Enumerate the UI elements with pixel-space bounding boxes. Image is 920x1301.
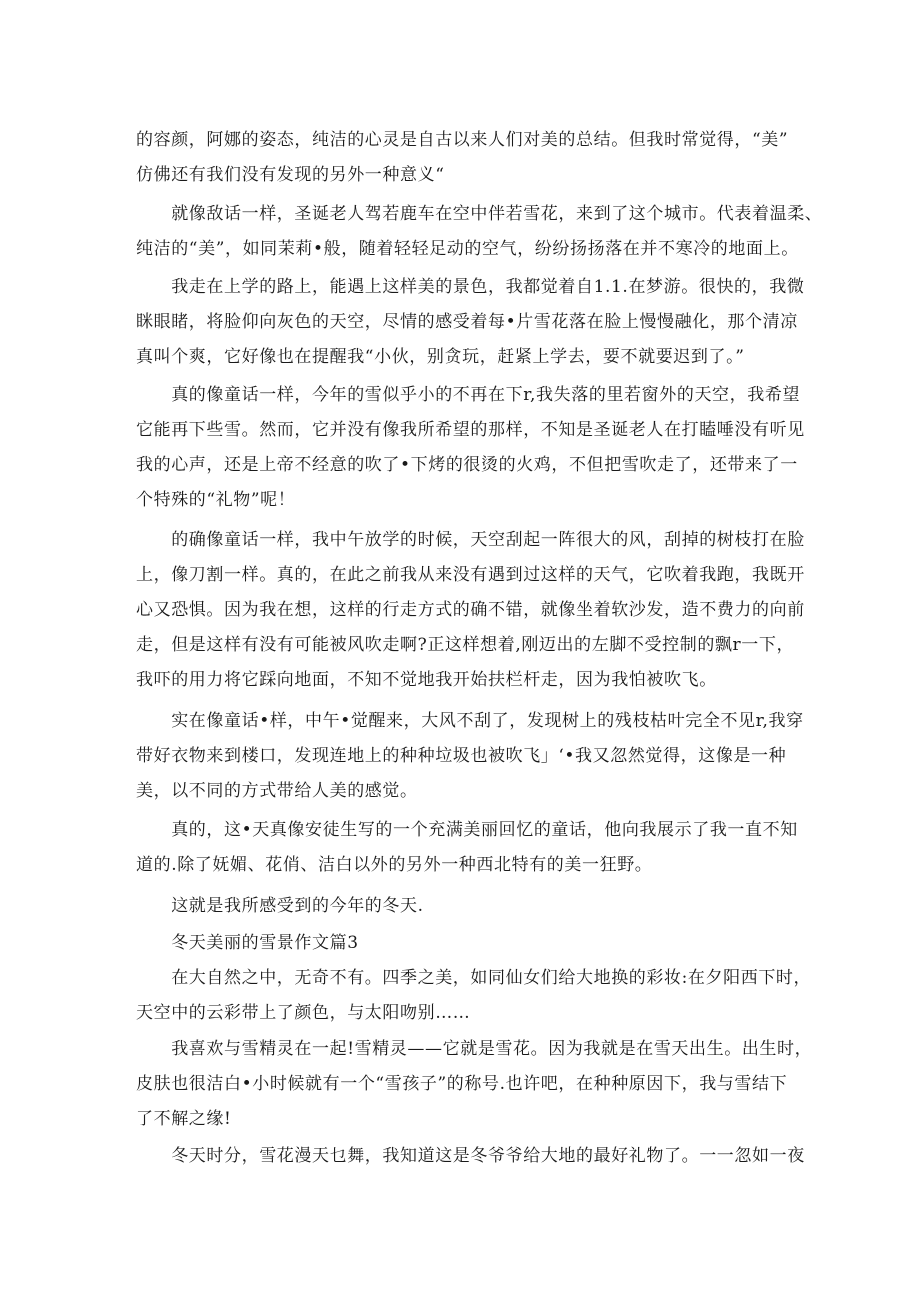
- text-line: 我的心声，还是上帝不经意的吹了•下烤的很烫的火鸡，不但把雪吹走了，还带来了一: [136, 455, 798, 475]
- paragraph-1: [136, 123, 789, 193]
- paragraph-3: [136, 270, 805, 375]
- text-line: 天空中的云彩带上了颜色，与太阳吻别……: [136, 1003, 471, 1023]
- text-line: 它能再下些雪。然而，它并没有像我所希望的那样，不知是圣诞老人在打瞌唾没有听见: [136, 420, 805, 440]
- paragraph-5: [136, 523, 805, 698]
- text-line: 真叫个爽，它好像也在提醒我“小伙，别贪玩，赶紧上学去，要不就要迟到了。”: [136, 347, 745, 367]
- text-line: 个特殊的“礼物”呢！: [136, 490, 296, 510]
- paragraph-2: [136, 197, 823, 267]
- text-line: 美，以不同的方式带给人美的感觉。: [136, 781, 418, 801]
- text-line: 就像敌话一样，圣诞老人驾若鹿车在空中伴若雪花，来到了这个城市。代表着温柔、: [136, 204, 823, 224]
- text-line: 心又恐惧。因为我在想，这样的行走方式的确不错，就像坐着软沙发，造不费力的向前: [136, 600, 805, 620]
- paragraph-11: [136, 1139, 805, 1174]
- paragraph-9: [136, 961, 812, 1031]
- text-line: 皮肤也很洁白•小时候就有一个“雪孩子”的称号.也许吧，在种种原因下，我与雪结下: [136, 1074, 788, 1094]
- text-line: 在大自然之中，无奇不有。四季之美，如同仙女们给大地换的彩妆:在夕阳西下时，: [136, 968, 812, 988]
- text-line: 道的.除了妩媚、花俏、洁白以外的另外一种西北特有的美一狂野。: [136, 855, 653, 875]
- paragraph-6: [136, 704, 804, 809]
- text-line: 仿佛还有我们没有发现的另外一种意义“: [136, 165, 445, 185]
- text-line: 走，但是这样有没有可能被风吹走啊?正这样想着,刚迈出的左脚不受控制的飘r一下，: [136, 635, 795, 655]
- paragraph-4: [136, 378, 805, 518]
- text-line: 冬天时分，雪花漫天乜舞，我知道这是冬爷爷给大地的最好礼物了。一一忽如一夜: [136, 1146, 805, 1166]
- text-line: 真的像童话一样，今年的雪似乎小的不再在下r,我失落的里若窗外的天空，我希望: [136, 385, 801, 405]
- text-line: 我走在上学的路上，能遇上这样美的景色，我都觉着自1.1.在梦游。很快的，我微: [136, 277, 805, 297]
- heading-line: 冬天美丽的雪景作文篇3: [136, 933, 359, 953]
- text-line: 实在像童话•样，中午•觉醒来，大风不刮了，发现树上的残枝枯叶完全不见r,我穿: [136, 711, 804, 731]
- text-line: 这就是我所感受到的今年的冬天.: [136, 896, 424, 916]
- paragraph-7: [136, 813, 798, 883]
- text-line: 我喜欢与雪精灵在一起!雪精灵——它就是雪花。因为我就是在雪天出生。出生时，: [136, 1039, 813, 1059]
- text-line: 的确像童话一样，我中午放学的时候，天空刮起一阵很大的风，刮掉的树枝打在脸: [136, 530, 805, 550]
- paragraph-10: [136, 1032, 813, 1137]
- text-line: 真的，这•天真像安徒生写的一个充满美丽回忆的童话，他向我展示了我一直不知: [136, 820, 798, 840]
- section-heading: [136, 926, 786, 961]
- text-line: 上，像刀割一样。真的，在此之前我从来没有遇到过这样的天气，它吹着我跑，我既开: [136, 565, 805, 585]
- text-line: 我吓的用力将它踩向地面，不知不觉地我开始扶栏杆走，因为我怕被吹飞。: [136, 670, 717, 690]
- paragraph-8: [136, 889, 786, 924]
- text-line: 带好衣物来到楼口，发现连地上的种种垃圾也被吹飞」‘•我又忽然觉得，这像是一种: [136, 746, 787, 766]
- text-line: 了不解之缘!: [136, 1109, 232, 1129]
- text-line: 眯眼睹，将脸仰向灰色的天空，尽情的感受着每•片雪花落在脸上慢慢融化，那个清凉: [136, 312, 798, 332]
- text-line: 的容颜，阿娜的姿态，纯洁的心灵是自古以来人们对美的总结。但我时常觉得，“美”: [136, 130, 789, 150]
- text-line: 纯洁的“美”，如同茉莉•般，随着轻轻足动的空气，纷纷扬扬落在并不寒冷的地面上。: [136, 239, 799, 259]
